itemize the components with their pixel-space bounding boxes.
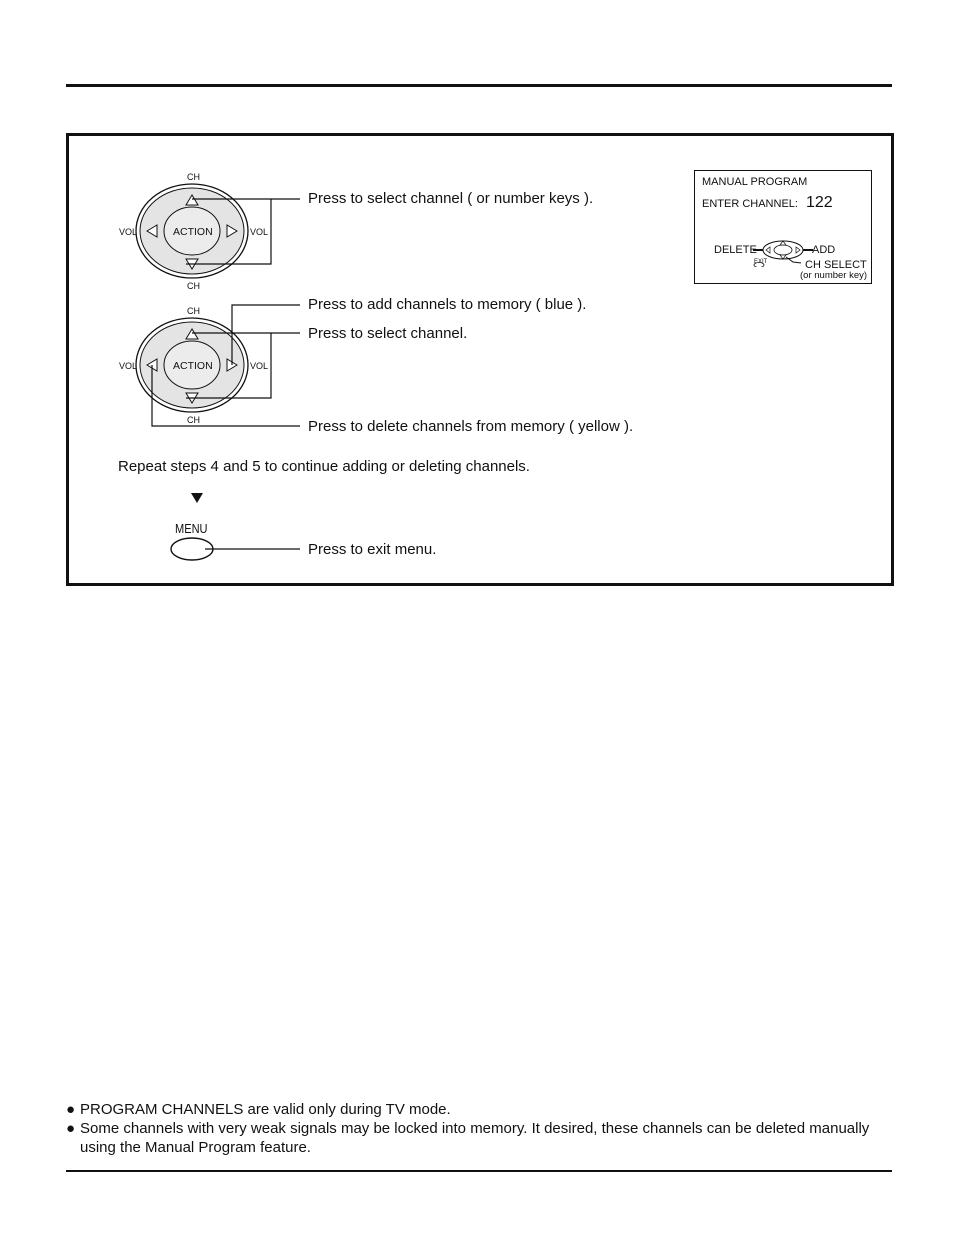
osd-add-label: ADD <box>812 244 836 256</box>
callout-delete-channels: Press to delete channels from memory ( yellow ). <box>308 418 634 435</box>
action-button[interactable]: ACTION <box>173 226 213 238</box>
note-item <box>66 1100 896 1119</box>
callout-select-channel-number: Press to select channel ( or number keys ). <box>308 190 594 207</box>
callout-select-channel: Press to select channel. <box>308 325 468 342</box>
osd-delete-label: DELETE <box>714 244 757 256</box>
next-step-arrow-icon <box>191 493 203 503</box>
note-item <box>66 1119 896 1157</box>
osd-channel-value: 122 <box>806 194 833 211</box>
bullet-icon: ● <box>66 1101 76 1118</box>
osd-title: MANUAL PROGRAM <box>702 176 808 188</box>
ch-down-label: CH <box>187 415 200 425</box>
bullet-icon: ● <box>66 1120 76 1137</box>
osd-exit-label: EXIT <box>754 259 768 265</box>
ch-up-label: CH <box>187 172 200 182</box>
bottom-rule <box>66 1170 892 1172</box>
ch-up-label: CH <box>187 306 200 316</box>
vol-right-label: VOL <box>250 361 269 371</box>
callout-add-channels: Press to add channels to memory ( blue ). <box>308 296 587 313</box>
vol-left-label: VOL <box>119 361 138 371</box>
osd-screen <box>694 170 872 284</box>
vol-right-label: VOL <box>250 227 269 237</box>
action-button[interactable]: ACTION <box>173 360 213 372</box>
notes-list <box>66 1100 896 1157</box>
osd-ch-select-label: CH SELECT <box>805 259 867 271</box>
note-text: PROGRAM CHANNELS are valid only during TV mode. <box>80 1101 451 1118</box>
osd-number-key-label: (or number key) <box>800 270 868 281</box>
callout-exit-menu: Press to exit menu. <box>308 541 437 558</box>
repeat-instruction: Repeat steps 4 and 5 to continue adding or deleting channels. <box>118 458 530 475</box>
vol-left-label: VOL <box>119 227 138 237</box>
ch-down-label: CH <box>187 281 200 291</box>
osd-enter-label: ENTER CHANNEL: <box>702 198 798 210</box>
menu-label: MENU <box>175 521 208 536</box>
note-text: Some channels with very weak signals may be locked into memory. It desired, these channels can be deleted manually using the Manual Program feature. <box>80 1120 870 1156</box>
